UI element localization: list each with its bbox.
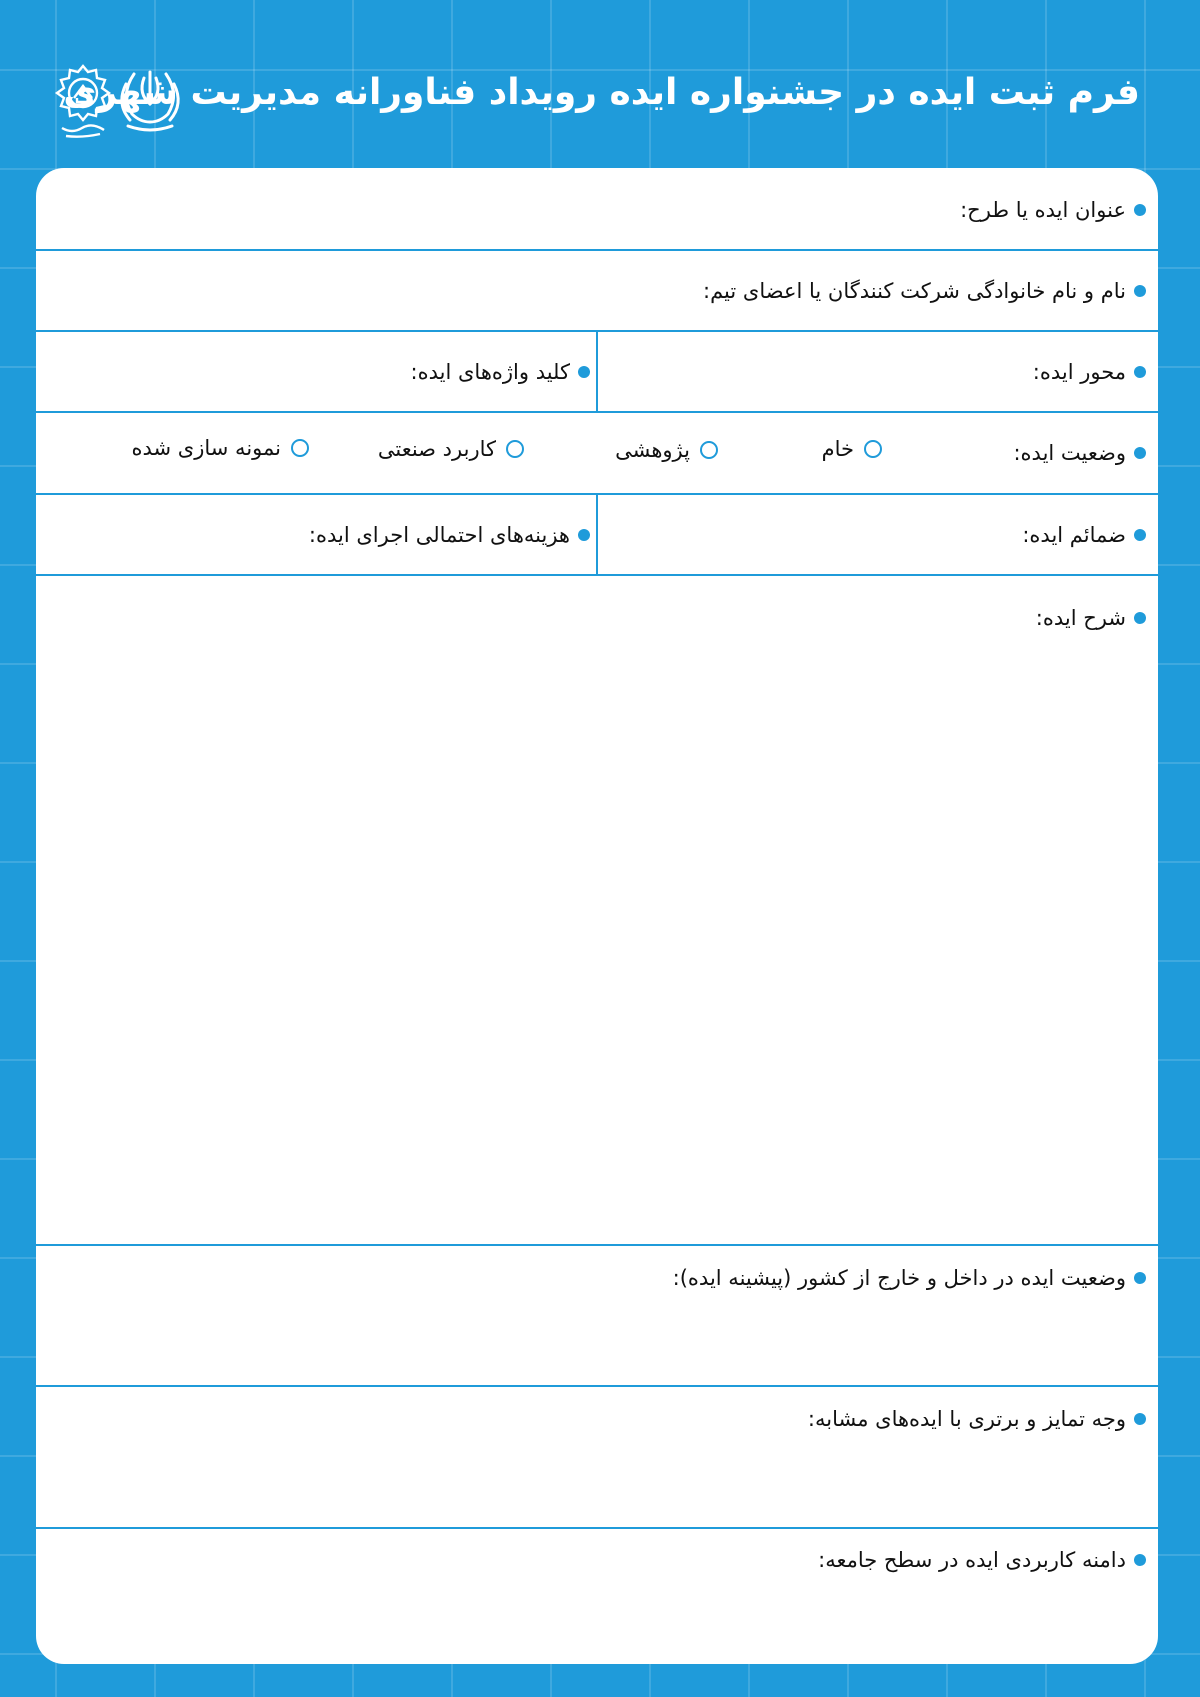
scope-field[interactable] bbox=[818, 1535, 1146, 1585]
radio-icon[interactable] bbox=[506, 440, 524, 458]
status-option-label: خام bbox=[821, 437, 854, 461]
bullet-icon bbox=[1134, 529, 1146, 541]
advantages-field[interactable] bbox=[808, 1394, 1146, 1444]
bullet-icon bbox=[578, 366, 590, 378]
scope-row bbox=[36, 1529, 1158, 1664]
radio-icon[interactable] bbox=[864, 440, 882, 458]
attachments-label: ضمائم ایده: bbox=[1022, 522, 1126, 547]
bullet-icon bbox=[578, 529, 590, 541]
status-option-industrial[interactable] bbox=[378, 413, 524, 485]
page-header bbox=[0, 0, 1200, 168]
description-field[interactable] bbox=[1036, 593, 1146, 643]
column-divider bbox=[596, 495, 598, 574]
status-option-label: نمونه سازی شده bbox=[131, 436, 281, 460]
status-label: وضعیت ایده: bbox=[1013, 441, 1126, 465]
bullet-icon bbox=[1134, 285, 1146, 297]
form-title: فرم ثبت ایده در جشنواره ایده رویداد فناورانه مدیریت شهری bbox=[63, 72, 1140, 113]
idea-axis-field[interactable] bbox=[1033, 332, 1146, 411]
scope-label: دامنه کاربردی ایده در سطح جامعه: bbox=[818, 1548, 1126, 1572]
status-option-label: پژوهشی bbox=[615, 438, 690, 462]
background-row bbox=[36, 1246, 1158, 1387]
background-label: وضعیت ایده در داخل و خارج از کشور (پیشینه ایده): bbox=[672, 1266, 1126, 1290]
status-row bbox=[36, 413, 1158, 495]
bullet-icon bbox=[1134, 1272, 1146, 1284]
radio-icon[interactable] bbox=[291, 439, 309, 457]
advantages-row bbox=[36, 1387, 1158, 1529]
municipality-logo-icon bbox=[52, 62, 114, 140]
bullet-icon bbox=[1134, 447, 1146, 459]
bullet-icon bbox=[1134, 204, 1146, 216]
participants-label: نام و نام خانوادگی شرکت کنندگان یا اعضای تیم: bbox=[703, 278, 1126, 303]
attachments-field[interactable] bbox=[1022, 495, 1146, 574]
costs-label: هزینه‌های احتمالی اجرای ایده: bbox=[308, 522, 570, 547]
bullet-icon bbox=[1134, 612, 1146, 624]
idea-title-row bbox=[36, 168, 1158, 251]
attachments-costs-row bbox=[36, 495, 1158, 576]
participants-field[interactable] bbox=[703, 251, 1146, 330]
status-option-research[interactable] bbox=[615, 413, 718, 487]
status-field bbox=[1013, 413, 1146, 493]
status-option-raw[interactable] bbox=[822, 413, 882, 485]
status-option-label: کاربرد صنعتی bbox=[377, 437, 496, 461]
axis-keywords-row bbox=[36, 332, 1158, 413]
background-field[interactable] bbox=[673, 1253, 1146, 1303]
idea-axis-label: محور ایده: bbox=[1032, 359, 1126, 384]
keywords-field[interactable] bbox=[411, 332, 590, 411]
idea-title-label: عنوان ایده یا طرح: bbox=[960, 197, 1126, 222]
radio-icon[interactable] bbox=[700, 441, 718, 459]
description-label: شرح ایده: bbox=[1035, 606, 1126, 630]
participants-row bbox=[36, 251, 1158, 332]
idea-title-field[interactable] bbox=[960, 168, 1146, 251]
advantages-label: وجه تمایز و برتری با ایده‌های مشابه: bbox=[807, 1407, 1126, 1431]
keywords-label: کلید واژه‌های ایده: bbox=[410, 359, 570, 384]
costs-field[interactable] bbox=[309, 495, 590, 574]
bullet-icon bbox=[1134, 1554, 1146, 1566]
bullet-icon bbox=[1134, 1413, 1146, 1425]
form-card bbox=[36, 168, 1158, 1664]
status-option-prototyped[interactable] bbox=[132, 413, 309, 483]
column-divider bbox=[596, 332, 598, 411]
bullet-icon bbox=[1134, 366, 1146, 378]
description-row bbox=[36, 576, 1158, 1246]
emblem-icon bbox=[114, 64, 186, 134]
